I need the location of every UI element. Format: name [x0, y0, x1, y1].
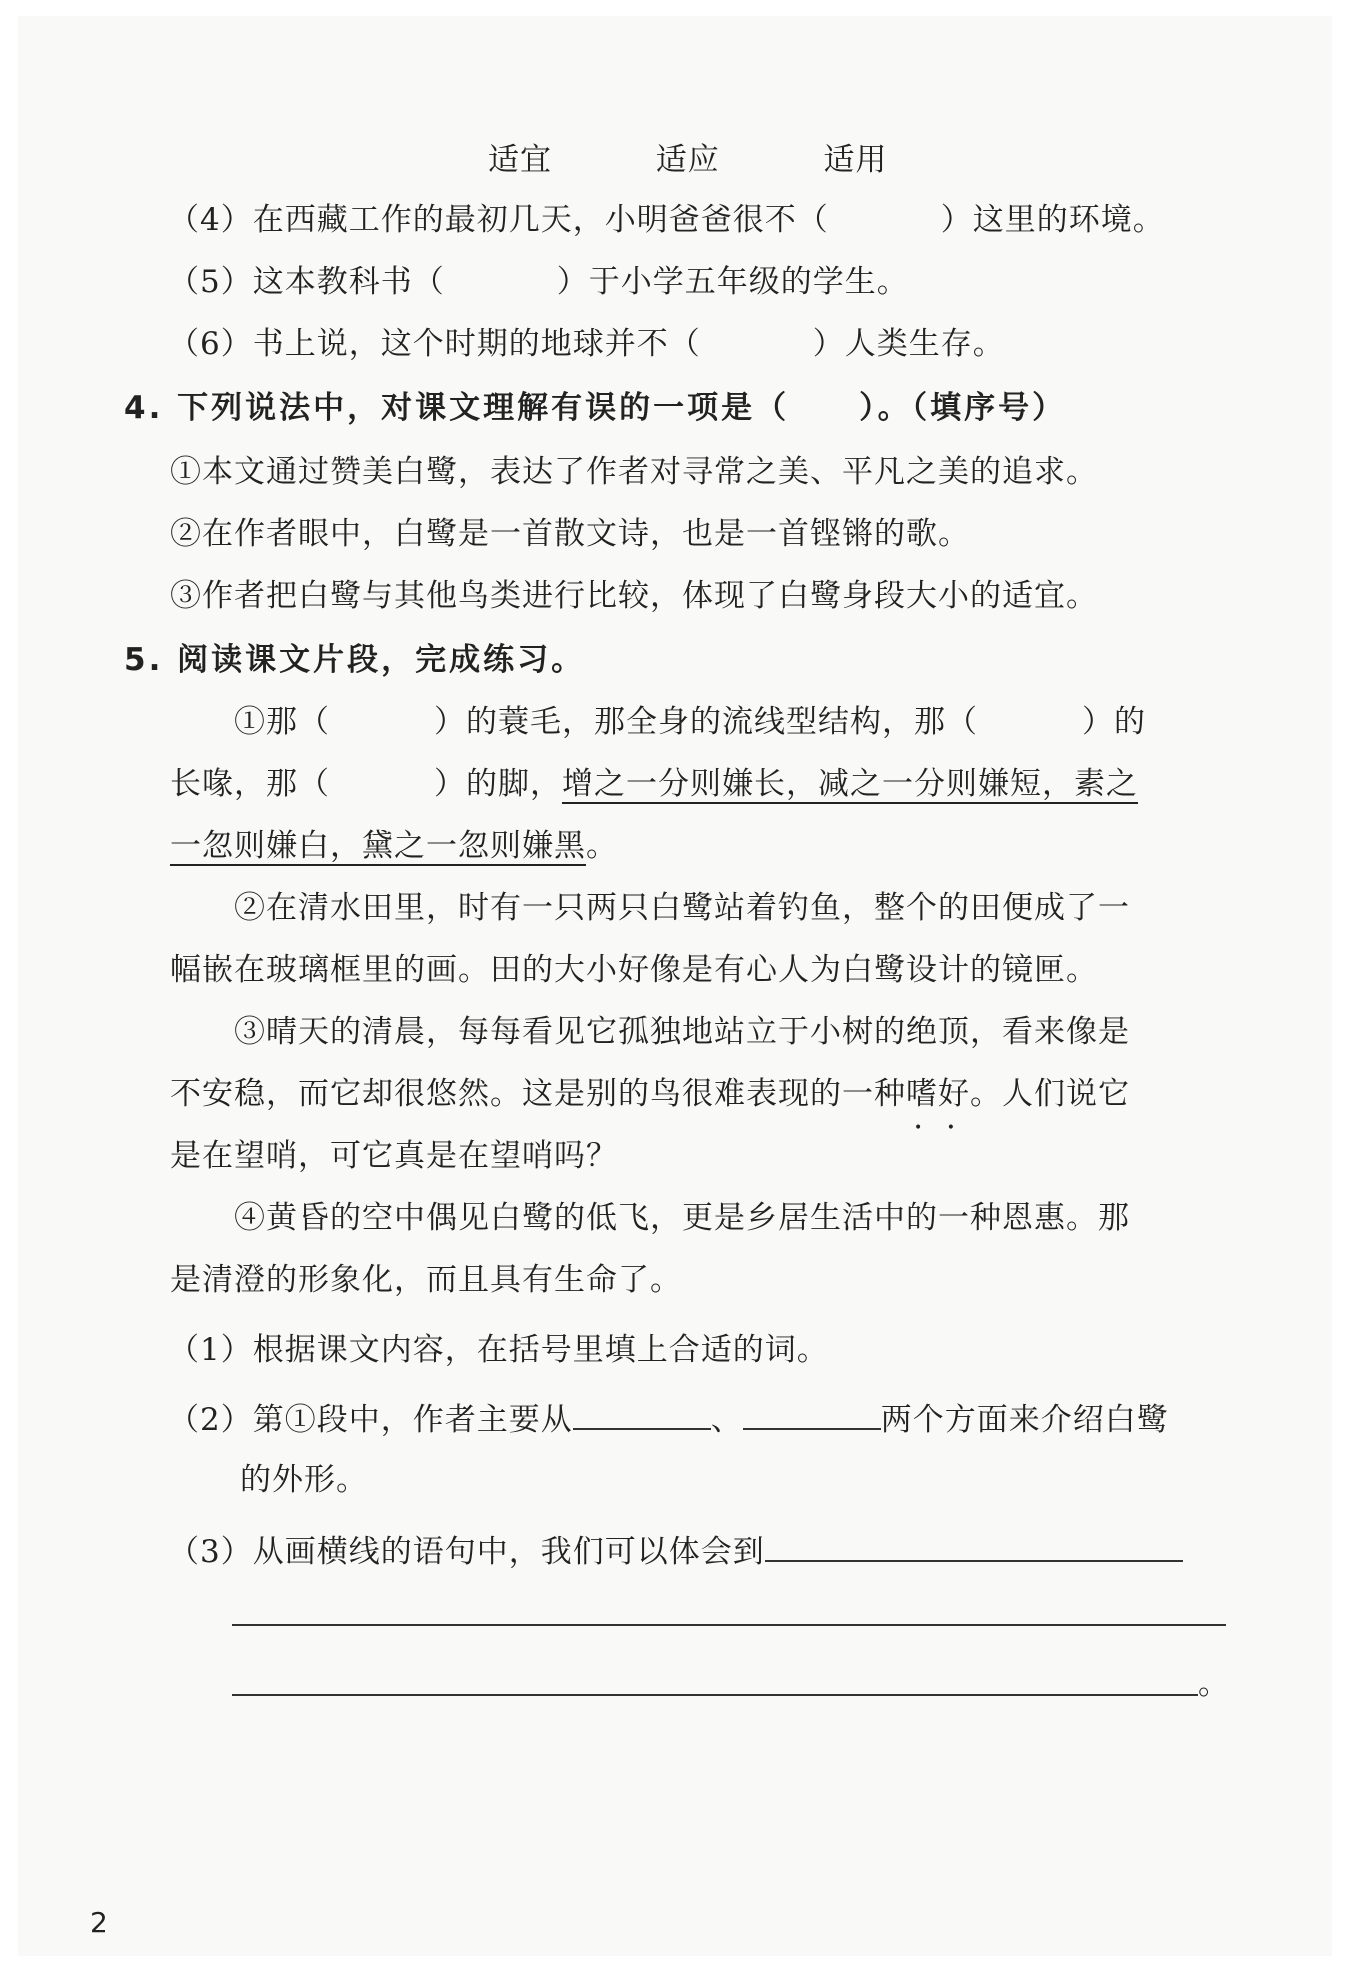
q4-option-2: ②在作者眼中，白鹭是一首散文诗，也是一首铿锵的歌。	[170, 516, 970, 552]
word-bank-item: 适应	[655, 142, 720, 178]
answer-line[interactable]	[743, 1398, 881, 1430]
word-bank	[488, 140, 887, 180]
answer-end-period: 。	[1198, 1666, 1230, 1702]
word-bank-item: 适用	[823, 142, 888, 178]
word-bank-item: 适宜	[488, 142, 552, 178]
passage-p4-line1: ④黄昏的空中偶见白鹭的低飞，更是乡居生活中的一种恩惠。那	[234, 1200, 1130, 1236]
underlined-sentence: 增之一分则嫌长，减之一分则嫌短，素之	[562, 766, 1138, 802]
question-4-title: 4. 下列说法中，对课文理解有误的一项是（ ）。（填序号）	[124, 390, 1067, 426]
passage-p1-line3: 一忽则嫌白，黛之一忽则嫌黑。	[170, 828, 618, 864]
q5-sub-2: （2）第①段中，作者主要从 、 两个方面来介绍白鹭	[168, 1398, 1169, 1440]
passage-p3-line3: 是在望哨，可它真是在望哨吗？	[170, 1138, 618, 1174]
passage-p3-line1: ③晴天的清晨，每每看见它孤独地站立于小树的绝顶，看来像是	[234, 1014, 1130, 1050]
answer-line[interactable]	[765, 1530, 1183, 1562]
q5-sub-2-continued: 的外形。	[240, 1462, 368, 1498]
question-5-title: 5. 阅读课文片段，完成练习。	[124, 642, 586, 678]
answer-line[interactable]	[232, 1624, 1226, 1626]
q5-sub-1: （1）根据课文内容，在括号里填上合适的词。	[168, 1332, 829, 1368]
passage-p2-line1: ②在清水田里，时有一只两只白鹭站着钓鱼，整个的田便成了一	[234, 890, 1130, 926]
passage-p1-line1: ①那（ ）的蓑毛，那全身的流线型结构，那（ ）的	[234, 704, 1146, 740]
worksheet-page	[18, 16, 1332, 1956]
page-number: 2	[90, 1906, 108, 1939]
q3-item-6: （6）书上说，这个时期的地球并不（ ）人类生存。	[168, 326, 1005, 362]
q5-sub-3: （3）从画横线的语句中，我们可以体会到	[168, 1530, 1183, 1572]
q3-item-4: （4）在西藏工作的最初几天，小明爸爸很不（ ）这里的环境。	[168, 202, 1165, 238]
emphasized-word: 嗜好 • •	[906, 1074, 970, 1114]
passage-p1-line2: 长喙，那（ ）的脚，增之一分则嫌长，减之一分则嫌短，素之	[170, 766, 1138, 802]
underlined-sentence: 一忽则嫌白，黛之一忽则嫌黑	[170, 828, 586, 864]
passage-p4-line2: 是清澄的形象化，而且具有生命了。	[170, 1262, 682, 1298]
answer-line[interactable]	[232, 1694, 1198, 1696]
q3-item-5: （5）这本教科书（ ）于小学五年级的学生。	[168, 264, 909, 300]
passage-p3-line2: 不安稳，而它却很悠然。这是别的鸟很难表现的一种嗜好 • •。人们说它	[170, 1074, 1130, 1114]
passage-p2-line2: 幅嵌在玻璃框里的画。田的大小好像是有心人为白鹭设计的镜匣。	[170, 952, 1098, 988]
answer-line[interactable]	[573, 1398, 711, 1430]
q4-option-3: ③作者把白鹭与其他鸟类进行比较，体现了白鹭身段大小的适宜。	[170, 578, 1098, 614]
q4-option-1: ①本文通过赞美白鹭，表达了作者对寻常之美、平凡之美的追求。	[170, 454, 1098, 490]
